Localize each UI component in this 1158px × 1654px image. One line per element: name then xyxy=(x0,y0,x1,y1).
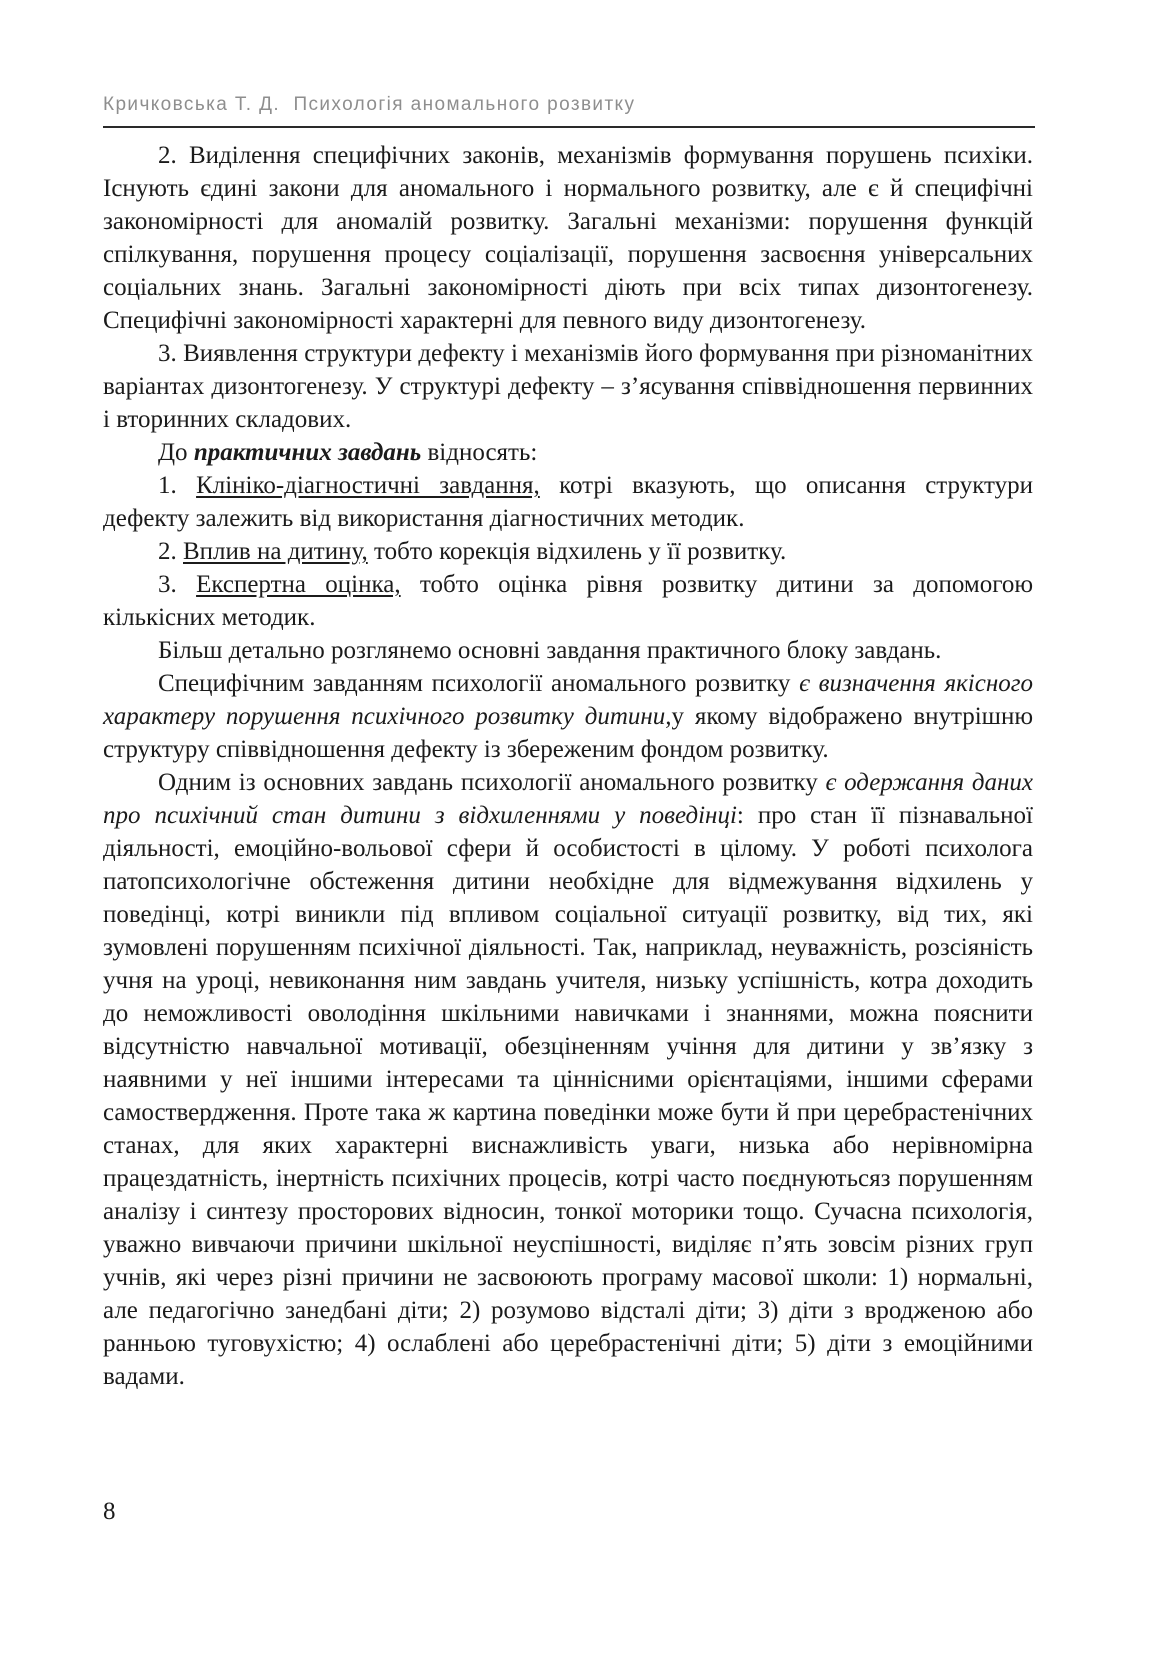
paragraph xyxy=(103,535,1033,568)
text-segment: До xyxy=(158,439,194,466)
text-segment: є визначення якісного характеру порушення психічного розвитку дитини, xyxy=(103,670,1033,730)
body-text xyxy=(103,139,1033,1393)
text-segment: Клініко-діагностичні завдання, xyxy=(196,472,540,499)
text-segment: 2. Виділення специфічних законів, механізмів формування порушень психіки. Існують єдині закони для аномального і нормального розвитку, але є й специфічні закономірності для аномалій розвитку. Загальні механізми: порушення функцій спілкування, порушення процесу соціалізації, порушення засвоєння універсальних соціальних знань. Загальні закономірності діють при всіх типах дизонтогенезу. Специфічні закономірності характерні для певного виду дизонтогенезу. xyxy=(103,142,1033,334)
header-rule xyxy=(103,126,1035,128)
text-segment: Специфічним завданням психології аномального розвитку xyxy=(158,670,800,697)
paragraph xyxy=(103,337,1033,436)
text-segment: 3. xyxy=(158,571,197,598)
text-segment: відносять: xyxy=(421,439,538,466)
text-segment: Вплив на дитину, xyxy=(183,538,368,565)
text-segment: тобто корекція відхилень у її розвитку. xyxy=(367,538,787,565)
paragraph xyxy=(103,469,1033,535)
paragraph xyxy=(103,436,1033,469)
text-segment: є одержання даних про психічний стан дитини з відхиленнями у поведінці xyxy=(103,769,1033,829)
text-segment: 1. xyxy=(158,472,197,499)
paragraph xyxy=(103,634,1033,667)
paragraph xyxy=(103,766,1033,1393)
running-header: Кричковська Т. Д. Психологія аномального розвитку xyxy=(103,94,636,115)
text-segment: котрі вказують, що описання структури дефекту залежить від використання діагностичних методик. xyxy=(103,472,1034,532)
text-segment: Одним із основних завдань психології аномального розвитку xyxy=(158,769,826,796)
text-segment: Експертна оцінка, xyxy=(196,571,401,598)
page-number: 8 xyxy=(103,1498,116,1525)
paragraph xyxy=(103,568,1033,634)
text-segment: у якому відображено внутрішню структуру співвідношення дефекту із збереженим фондом розвитку. xyxy=(103,703,1033,763)
text-segment: : про стан її пізнавальної діяльності, емоційно-вольової сфери й особистості в цілому. У роботі психолога патопсихологічне обстеження дитини необхідне для відмежування відхилень у поведінці, котрі виникли під впливом соціальної ситуації розвитку, від тих, які зумовлені порушенням психічної діяльності. Так, наприклад, неуважність, розсіяність учня на уроці, невиконання ним завдань учителя, низьку успішність, котра доходить до неможливості оволодіння шкільними навичками і знаннями, можна пояснити відсутністю навчальної мотивації, обезціненням учіння для дитини у зв’язку з наявними у неї іншими інтересами та ціннісними орієнтаціями, іншими сферами самоствердження. Проте така ж картина поведінки може бути й при церебрастенічних станах, для яких характерні виснажливість уваги, низька або нерівномірна працездатність, інертність психічних процесів, котрі часто поєднуютьсяз порушенням аналізу і синтезу просторових відносин, тонкої моторики тощо. Сучасна психологія, уважно вивчаючи причини шкільної неуспішності, виділяє п’ять зовсім різних груп учнів, які через різні причини не засвоюють програму масової школи: 1) нормальні, але педагогічно занедбані діти; 2) розумово відсталі діти; 3) діти з вродженою або ранньою туговухістю; 4) ослаблені або церебрастенічні діти; 5) діти з емоційними вадами. xyxy=(103,802,1033,1390)
text-segment: 2. xyxy=(158,538,183,565)
paragraph xyxy=(103,667,1033,766)
text-segment: 3. Виявлення структури дефекту і механізмів його формування при різноманітних варіантах дизонтогенезу. У структурі дефекту – з’ясування співвідношення первинних і вторинних складових. xyxy=(103,340,1033,433)
text-segment: практичних завдань xyxy=(193,439,422,466)
text-segment: Більш детально розглянемо основні завдання практичного блоку завдань. xyxy=(158,637,942,664)
paragraph xyxy=(103,139,1033,337)
text-segment: тобто оцінка рівня розвитку дитини за допомогою кількісних методик. xyxy=(103,571,1034,631)
